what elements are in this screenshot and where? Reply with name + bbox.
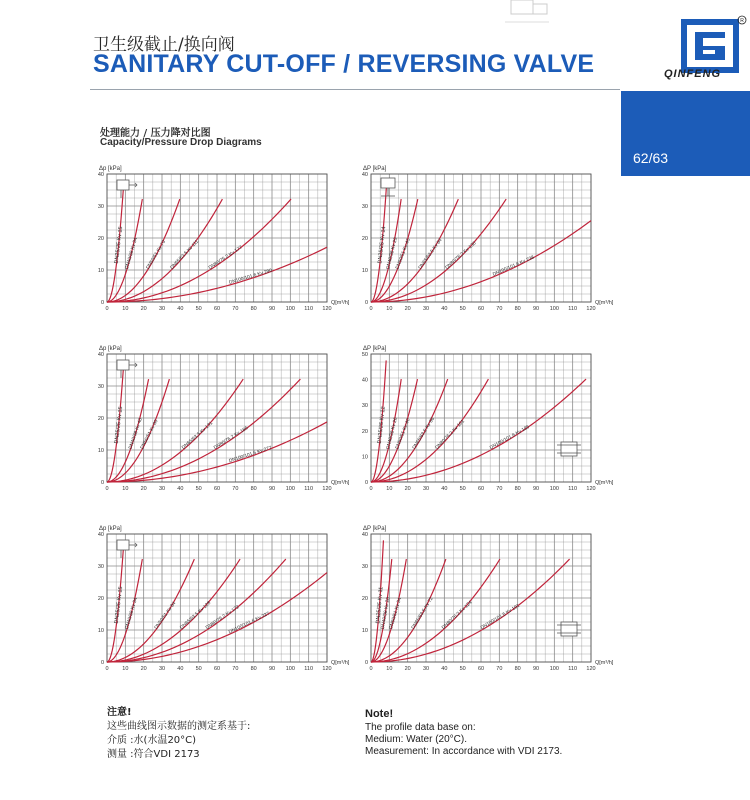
y-tick-label: 20 (361, 596, 368, 602)
x-tick-label: 120 (322, 306, 332, 312)
x-axis-label: Q[m³/h] (595, 480, 614, 486)
y-axis-label: Δp [kPa] (99, 166, 122, 172)
y-tick-label: 0 (364, 660, 368, 666)
x-tick-label: 10 (122, 486, 129, 492)
x-tick-label: 30 (422, 666, 430, 672)
x-tick-label: 0 (369, 666, 373, 672)
header-divider (90, 89, 620, 90)
x-axis-label: Q[m³/h] (331, 480, 350, 486)
x-tick-label: 10 (122, 666, 129, 672)
y-tick-label: 40 (361, 172, 368, 178)
x-tick-label: 70 (496, 666, 503, 672)
x-tick-label: 70 (232, 306, 239, 312)
series-label: DN25/25 Kv 15 (113, 406, 125, 444)
chart-1 (92, 152, 362, 322)
x-tick-label: 110 (304, 306, 314, 312)
series-label: DN80/76.2 Kv 177 (208, 245, 244, 272)
y-tick-label: 0 (100, 660, 104, 666)
y-tick-label: 0 (100, 480, 104, 486)
x-tick-label: 110 (568, 666, 578, 672)
brand-name: QINFENG (664, 68, 722, 80)
y-tick-label: 20 (361, 428, 368, 435)
page-title: SANITARY CUT-OFF / REVERSING VALVE (93, 50, 595, 78)
x-tick-label: 60 (213, 306, 221, 312)
series-label: DN40/38 Kv 40 (128, 417, 144, 451)
notes-en-line: Medium: Water (20°C). (365, 734, 467, 745)
x-tick-label: 80 (514, 666, 521, 672)
x-tick-label: 60 (477, 666, 485, 672)
x-tick-label: 40 (177, 306, 184, 312)
valve-l-icon (117, 180, 137, 198)
page-number: 62/63 (633, 150, 669, 166)
y-axis-label: ΔP [kPa] (363, 526, 387, 532)
x-tick-label: 80 (514, 486, 521, 492)
section-title: Capacity/Pressure Drop Diagrams (100, 137, 262, 148)
x-tick-label: 30 (158, 486, 166, 492)
x-tick-label: 110 (304, 486, 314, 492)
series-label: DN50/51 Kv 34 (389, 597, 404, 630)
y-tick-label: 10 (361, 268, 368, 274)
notes-cn (107, 706, 250, 762)
x-tick-label: 40 (441, 666, 448, 672)
x-tick-label: 90 (532, 666, 540, 672)
x-tick-label: 90 (268, 306, 276, 312)
x-tick-label: 0 (105, 486, 109, 492)
x-axis-label: Q[m³/h] (331, 300, 350, 306)
series-label: DN50/51 Kv 70 (145, 239, 168, 271)
x-tick-label: 80 (250, 486, 257, 492)
series-line (371, 379, 401, 482)
y-axis-label: ΔP [kPa] (363, 346, 387, 352)
y-tick-label: 10 (361, 628, 368, 634)
series-label: DN80/76.2 Kv 130 (444, 241, 478, 271)
x-tick-label: 90 (532, 306, 540, 312)
notes-en-line: The profile data base on: (365, 722, 476, 733)
series-label: DN40/38 Kv 26 (386, 417, 399, 450)
y-tick-label: 30 (97, 204, 104, 210)
y-tick-label: 10 (97, 448, 104, 454)
y-tick-label: 50 (361, 352, 368, 358)
y-tick-label: 30 (361, 204, 368, 210)
x-tick-label: 30 (158, 306, 166, 312)
x-tick-label: 50 (459, 486, 466, 492)
chart-svg (92, 332, 362, 502)
series-label: DN80/76.2 Kv 186 (213, 426, 250, 452)
x-tick-label: 20 (140, 486, 147, 492)
chart-svg (356, 152, 626, 322)
notes-cn-line: 这些曲线图示数据的测定系基于: (107, 721, 251, 732)
x-tick-label: 100 (549, 666, 559, 672)
series-line (107, 559, 142, 662)
series-label: DN100/101.6 Kv 227 (228, 611, 271, 636)
y-axis-label: ΔP [kPa] (363, 166, 387, 172)
x-tick-label: 40 (177, 486, 184, 492)
series-label: DN25/25 Kv 12 (376, 406, 387, 444)
x-tick-label: 120 (322, 486, 332, 492)
chart-3 (92, 332, 362, 502)
x-tick-label: 100 (285, 486, 295, 492)
x-tick-label: 120 (322, 666, 332, 672)
x-tick-label: 10 (122, 306, 129, 312)
x-tick-label: 30 (422, 306, 430, 312)
x-axis-label: Q[m³/h] (595, 660, 614, 666)
x-tick-label: 40 (177, 666, 184, 672)
x-tick-label: 20 (140, 666, 147, 672)
series-label: DN40/38 Kv 34 (125, 237, 140, 270)
x-tick-label: 100 (549, 486, 559, 492)
y-tick-label: 30 (361, 403, 368, 410)
x-tick-label: 30 (158, 666, 166, 672)
x-tick-label: 20 (404, 486, 411, 492)
y-axis-label: Δp [kPa] (99, 526, 122, 532)
chart-4 (356, 332, 626, 502)
y-tick-label: 30 (97, 564, 104, 570)
series-label: DN65/63.5 Kv 72 (411, 596, 435, 631)
x-axis-label: Q[m³/h] (595, 300, 614, 306)
x-tick-label: 10 (386, 486, 393, 492)
series-label: DN50/51 Kv 45 (395, 237, 412, 271)
x-tick-label: 0 (369, 306, 373, 312)
x-tick-label: 110 (304, 666, 314, 672)
series-line (107, 199, 142, 302)
series-label: DN50/51 Kv 60 (140, 419, 160, 451)
chart-2 (356, 152, 626, 322)
series-line (107, 559, 240, 662)
series-line (371, 199, 401, 302)
series-label: DN25/25 Kv 11 (375, 586, 385, 624)
x-tick-label: 10 (386, 306, 393, 312)
x-tick-label: 50 (459, 306, 466, 312)
y-tick-label: 0 (364, 480, 368, 486)
x-tick-label: 80 (250, 306, 257, 312)
y-tick-label: 10 (361, 454, 368, 461)
series-label: DN65/63.5 Kv 128 (179, 600, 213, 631)
series-label: DN25/25 Kv 15 (113, 586, 125, 624)
x-tick-label: 30 (422, 486, 430, 492)
x-tick-label: 70 (232, 486, 239, 492)
y-tick-label: 20 (97, 416, 104, 422)
notes-en-line: Measurement: In accordance with VDI 2173. (365, 746, 563, 757)
y-axis-label: Δp [kPa] (99, 346, 122, 352)
series-line (107, 379, 243, 482)
x-tick-label: 100 (285, 306, 295, 312)
x-axis-label: Q[m³/h] (331, 660, 350, 666)
y-tick-label: 30 (97, 384, 104, 390)
series-label: DN80/76.2 Kv 172 (205, 604, 241, 632)
y-tick-label: 0 (100, 300, 104, 306)
x-tick-label: 20 (140, 306, 147, 312)
valve-double-icon (557, 622, 581, 636)
x-tick-label: 0 (105, 666, 109, 672)
x-tick-label: 110 (568, 306, 578, 312)
y-tick-label: 20 (361, 236, 368, 242)
notes-cn-line: 测量 :符合VDI 2173 (107, 749, 200, 760)
series-line (107, 199, 222, 302)
series-label: DN80/76.2 Kv 101 (434, 419, 466, 451)
x-tick-label: 80 (250, 666, 257, 672)
x-tick-label: 60 (213, 666, 221, 672)
y-tick-label: 20 (97, 236, 104, 242)
x-tick-label: 90 (268, 666, 276, 672)
series-label: DN25/25 Kv 14 (377, 226, 388, 264)
series-label: DN65/63.5 Kv 131 (181, 421, 215, 451)
notes-cn-line: 介质 :水(水温20°C) (107, 735, 197, 746)
x-tick-label: 90 (532, 486, 540, 492)
x-tick-label: 10 (386, 666, 393, 672)
chart-6 (356, 512, 626, 682)
notes-cn-title: 注意! (107, 707, 132, 718)
x-tick-label: 120 (586, 666, 596, 672)
valve-sketch-top (503, 0, 551, 26)
series-label: DN100/101.6 Kv 191 (480, 603, 521, 632)
x-tick-label: 60 (213, 486, 221, 492)
chart-svg (356, 332, 626, 502)
series-label: DN100/101.6 Kv 185 (489, 425, 531, 452)
section-title-cn: 处理能力 / 压力降对比图 (100, 128, 211, 139)
chart-svg (92, 512, 362, 682)
x-tick-label: 0 (369, 486, 373, 492)
notes-en (365, 708, 562, 758)
series-label: DN50/51 Kv 84 (154, 601, 178, 631)
x-tick-label: 20 (404, 306, 411, 312)
x-tick-label: 100 (285, 666, 295, 672)
series-label: DN50/51 Kv 40 (395, 417, 412, 451)
x-tick-label: 80 (514, 306, 521, 312)
y-tick-label: 40 (97, 172, 104, 178)
x-tick-label: 70 (496, 486, 503, 492)
valve-l-icon (117, 540, 137, 558)
chart-5 (92, 512, 362, 682)
y-tick-label: 40 (361, 377, 368, 384)
x-tick-label: 120 (586, 486, 596, 492)
x-tick-label: 100 (549, 306, 559, 312)
series-label: DN40/38 Kv 34 (125, 597, 140, 630)
series-label: DN40/38 Kv 29 (386, 237, 399, 270)
x-tick-label: 50 (459, 666, 466, 672)
y-tick-label: 40 (97, 352, 104, 358)
series-label: DN80/76.2 Kv 124 (441, 600, 474, 631)
x-tick-label: 120 (586, 306, 596, 312)
valve-t-icon (381, 178, 395, 196)
series-label: DN25/25 Kv 15 (113, 226, 125, 264)
x-tick-label: 70 (496, 306, 503, 312)
page-number-tab (621, 91, 750, 176)
series-label: DN100/101.6 Kv 238 (492, 255, 536, 278)
chart-svg (356, 512, 626, 682)
series-label: DN40/38 Kv 20 (380, 596, 392, 630)
x-tick-label: 20 (404, 666, 411, 672)
notes-en-title: Note! (365, 708, 394, 720)
valve-double-icon (557, 442, 581, 456)
x-tick-label: 50 (195, 306, 202, 312)
page-title-cn: 卫生级截止/换向阀 (93, 35, 235, 55)
y-tick-label: 30 (361, 564, 368, 570)
x-tick-label: 0 (105, 306, 109, 312)
x-tick-label: 60 (477, 306, 485, 312)
x-tick-label: 60 (477, 486, 485, 492)
valve-l-icon (117, 360, 137, 378)
series-label: DN100/101.6 Kv 277 (228, 445, 273, 465)
y-tick-label: 10 (97, 268, 104, 274)
y-tick-label: 40 (361, 532, 368, 538)
series-label: DN65/63.5 Kv 111 (169, 239, 201, 271)
series-label: DN100/101.6 Kv 290 (228, 268, 273, 286)
y-tick-label: 10 (97, 628, 104, 634)
y-tick-label: 40 (97, 532, 104, 538)
x-tick-label: 40 (441, 486, 448, 492)
x-tick-label: 110 (568, 486, 578, 492)
x-tick-label: 90 (268, 486, 276, 492)
series-label: DN65/63.5 Kv 66 (412, 416, 437, 451)
svg-text:R: R (740, 18, 744, 24)
x-tick-label: 50 (195, 486, 202, 492)
series-label: DN65/63.5 Kv 84 (418, 238, 444, 271)
x-tick-label: 50 (195, 666, 202, 672)
y-tick-label: 20 (97, 596, 104, 602)
chart-svg (92, 152, 362, 322)
y-tick-label: 0 (364, 300, 368, 306)
x-tick-label: 40 (441, 306, 448, 312)
x-tick-label: 70 (232, 666, 239, 672)
